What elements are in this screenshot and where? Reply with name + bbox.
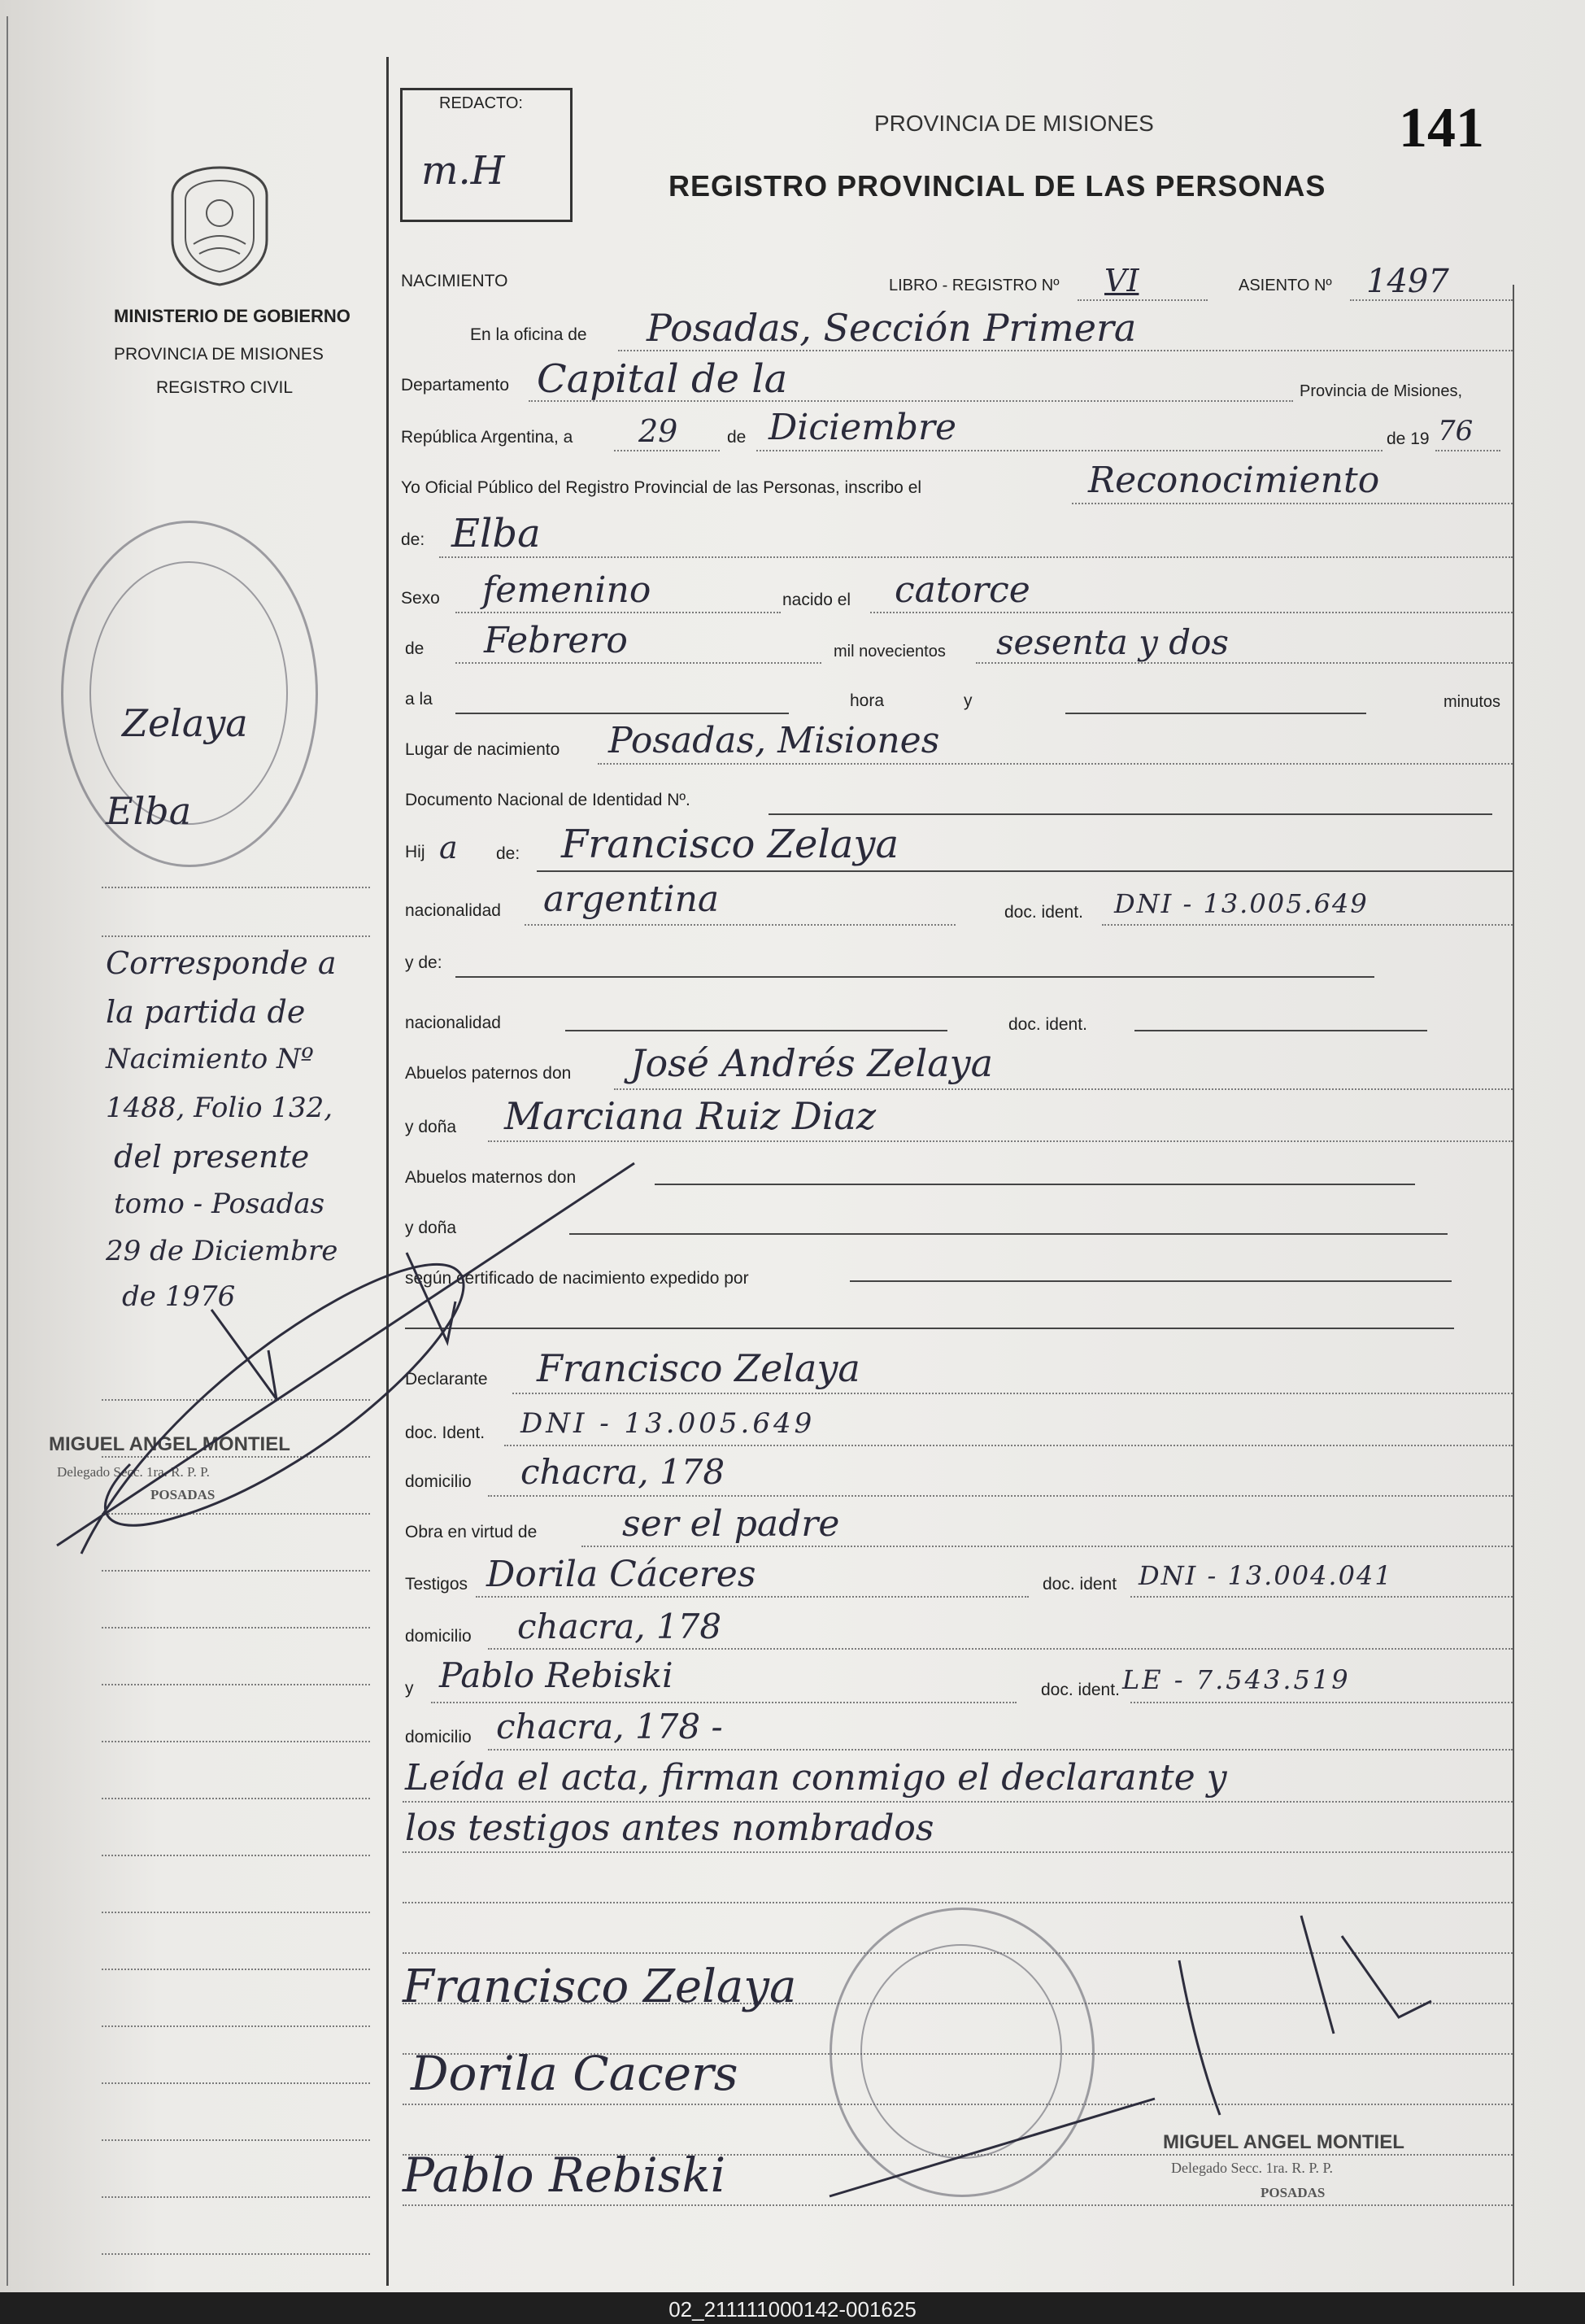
abuela-pat-value: Marciana Ruiz Diaz [504, 1094, 877, 1138]
y-dona2-label: y doña [405, 1219, 457, 1237]
province-header: PROVINCIA DE MISIONES [874, 111, 1154, 136]
de-label: de [727, 428, 747, 447]
ministry-title: MINISTERIO DE GOBIERNO [114, 306, 351, 326]
testigo2-value: Pablo Rebiski [439, 1655, 673, 1695]
y-hora-label: y [964, 691, 973, 710]
margin-note-line: la partida de [106, 994, 306, 1030]
doc-ident3-label: doc. Ident. [405, 1424, 486, 1442]
testigos-label: Testigos [405, 1575, 468, 1594]
libro-label: LIBRO - REGISTRO Nº [889, 277, 1060, 294]
doc-ident-label: doc. ident. [1004, 903, 1083, 922]
closing-line-2: los testigos antes nombrados [405, 1807, 934, 1849]
dni-label: Documento Nacional de Identidad Nº. [405, 791, 690, 809]
anio-nac-value: sesenta y dos [996, 622, 1229, 662]
yo-oficial-label: Yo Oficial Público del Registro Provincial de las Personas, inscribo el [401, 478, 922, 497]
sidebar-official-title: Delegado Secc. 1ra. R. P. P. [57, 1464, 210, 1480]
declarante-value: Francisco Zelaya [537, 1346, 860, 1390]
nacionalidad-label: nacionalidad [405, 901, 501, 920]
republica-label: República Argentina, a [401, 428, 573, 447]
declarante-dom-value: chacra, 178 [520, 1452, 725, 1492]
margin-note-line: Nacimiento Nº [106, 1043, 314, 1075]
departamento-label: Departamento [401, 376, 510, 395]
departamento-value: Capital de la [537, 356, 788, 402]
margin-note-line: del presente [114, 1139, 310, 1175]
libro-value: VI [1104, 263, 1139, 299]
hija-de-label: de: [496, 844, 520, 863]
image-footer [0, 2292, 1585, 2324]
official-title: Delegado Secc. 1ra. R. P. P. [1171, 2160, 1333, 2176]
y-de-label: y de: [405, 953, 442, 972]
nacionalidad2-label: nacionalidad [405, 1014, 501, 1032]
margin-note-line: 29 de Diciembre [106, 1235, 338, 1267]
redacto-value: m.H [421, 148, 505, 194]
sexo-value: femenino [482, 569, 651, 611]
oficina-value: Posadas, Sección Primera [647, 306, 1137, 350]
doc-ident4-label: doc. ident [1043, 1575, 1117, 1594]
obra-label: Obra en virtud de [405, 1523, 538, 1541]
nacionalidad-value: argentina [543, 879, 720, 920]
testigo2-dom-value: chacra, 178 - [496, 1707, 723, 1746]
margin-note-line: de 1976 [122, 1280, 236, 1313]
testigo1-value: Dorila Cáceres [486, 1554, 756, 1595]
mil-label: mil novecientos [834, 643, 946, 661]
signature-pablo: Pablo Rebiski [403, 2147, 726, 2203]
obra-value: ser el padre [622, 1503, 840, 1545]
testigo2-doc-value: LE - 7.543.519 [1122, 1664, 1351, 1695]
mes-nac-value: Febrero [484, 620, 628, 661]
official-name: MIGUEL ANGEL MONTIEL [1163, 2131, 1404, 2153]
de-mes-label: de [405, 639, 425, 658]
asiento-label: ASIENTO Nº [1239, 277, 1332, 294]
segun-label: según certificado de nacimiento expedido por [405, 1269, 749, 1288]
closing-line-1: Leída el acta, firman conmigo el declarante y [405, 1757, 1227, 1799]
y-dona-label: y doña [405, 1118, 457, 1136]
declarante-doc-value: DNI - 13.005.649 [520, 1407, 816, 1440]
image-code: 02_211111000142-001625 [668, 2297, 917, 2322]
anio-value: 76 [1438, 415, 1474, 447]
padre-doc-value: DNI - 13.005.649 [1114, 888, 1369, 919]
acto-value: Reconocimiento [1088, 460, 1380, 501]
lugar-value: Posadas, Misiones [608, 720, 940, 761]
sexo-label: Sexo [401, 589, 440, 608]
official-city: POSADAS [1261, 2185, 1326, 2200]
margin-note-line: Corresponde a [106, 945, 337, 981]
abuelos-pat-label: Abuelos paternos don [405, 1064, 572, 1083]
provincia-suffix: Provincia de Misiones, [1300, 382, 1463, 400]
testigo1-doc-value: DNI - 13.004.041 [1139, 1560, 1393, 1591]
de-anio-label: de 19 [1387, 429, 1430, 448]
dia-nac-value: catorce [895, 569, 1030, 611]
doc-ident5-label: doc. ident. [1041, 1681, 1120, 1699]
minutos-label: minutos [1443, 693, 1501, 711]
sidebar-official-city: POSADAS [150, 1487, 216, 1502]
mes-value: Diciembre [769, 407, 957, 448]
dia-value: 29 [638, 413, 678, 449]
declarante-label: Declarante [405, 1370, 488, 1389]
sidebar-office: REGISTRO CIVIL [156, 378, 294, 397]
signature-dorila: Dorila Cacers [411, 2046, 738, 2101]
margin-name: Elba [106, 789, 192, 833]
margin-note-line: 1488, Folio 132, [106, 1092, 333, 1124]
registry-header: REGISTRO PROVINCIAL DE LAS PERSONAS [668, 169, 1326, 203]
hora-label: hora [850, 691, 885, 710]
sidebar-province: PROVINCIA DE MISIONES [114, 345, 324, 364]
hija-suffix: a [439, 830, 458, 866]
lugar-label: Lugar de nacimiento [405, 740, 560, 759]
domicilio2-label: domicilio [405, 1627, 472, 1646]
oficina-label: En la oficina de [470, 325, 587, 344]
padre-value: Francisco Zelaya [561, 822, 899, 867]
testigo1-dom-value: chacra, 178 [517, 1607, 722, 1646]
y2-label: y [405, 1679, 414, 1698]
folio-number: 141 [1399, 97, 1484, 159]
sidebar-official-name: MIGUEL ANGEL MONTIEL [49, 1433, 290, 1455]
a-la-label: a la [405, 690, 433, 709]
nacimiento-label: NACIMIENTO [401, 272, 508, 290]
nombre-value: Elba [451, 511, 541, 556]
domicilio-label: domicilio [405, 1472, 472, 1491]
nacido-label: nacido el [782, 591, 851, 609]
signature-francisco: Francisco Zelaya [403, 1960, 797, 2013]
hija-label: Hij [405, 843, 425, 861]
margin-note-line: tomo - Posadas [114, 1188, 325, 1220]
de-nombre-label: de: [401, 530, 425, 549]
doc-ident2-label: doc. ident. [1008, 1015, 1087, 1034]
asiento-value: 1497 [1366, 263, 1449, 300]
abuelo-pat-value: José Andrés Zelaya [630, 1041, 994, 1085]
abuelos-mat-label: Abuelos maternos don [405, 1168, 577, 1187]
redacto-label: REDACTO: [439, 94, 523, 112]
margin-surname: Zelaya [122, 701, 248, 745]
domicilio3-label: domicilio [405, 1728, 472, 1746]
